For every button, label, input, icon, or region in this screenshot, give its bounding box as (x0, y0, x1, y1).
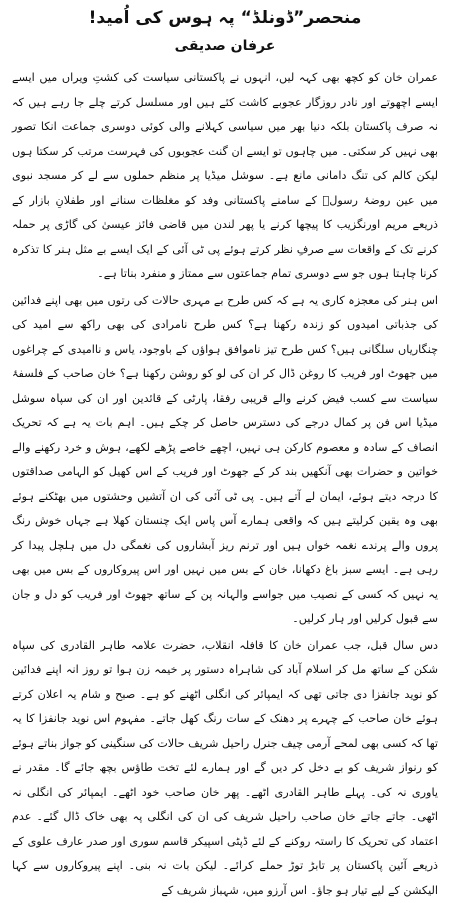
paragraph: عمران خان کو کچھ بھی کہہ لیں، انہوں نے پاکستانی سیاست کی کشتِ ویراں میں ایسے ایسے اچھوتے اور نادر روزگار عجوبے کاشت کئے ہیں اور مسلسل کرتے چلے جا رہے ہیں کہ نہ صرف پاکستان بلکہ دنیا بھر میں سیاسی کہلانے والی کوئی دوسری جماعت انکا تصور بھی نہیں کر سکتی۔ میں چاہوں تو ایسے ان گنت عجوبوں کی فہرست مرتب کر سکتا ہوں لیکن کالم کی تنگ دامانی مانع ہے۔ سوشل میڈیا پر منظم حملوں سے لے کر مسجد نبوی میں عین روضۂ رسولؐ کے سامنے پاکستانی وفد کو مغلظات سنانے اور طفلانِ بازار کے ذریعے مریم اورنگزیب کا پیچھا کرنے یا پھر لندن میں قاضی فائز عیسیٰ کی گاڑی پر حملہ کرنے تک کے واقعات سے صرفِ نظر کرتے ہوئے پی ٹی آئی کے ایک ایسے بے مثل ہنر کا تذکرہ کرنا چاہتا ہوں جو سے دوسری تمام جماعتوں سے ممتاز و منفرد بناتا ہے۔ (12, 66, 438, 287)
article-body (12, 66, 438, 903)
paragraph: دس سال قبل، جب عمران خان کا قافلہ انقلاب، حضرت علامہ طاہر القادری کی سپاہ شکن کے ساتھ مل کر اسلام آباد کی شاہراہ دستور پر خیمہ زن ہوا تو روز انہ اپنے فدائین کو نوید جانفزا دی جاتی تھی کہ ایمپائر کی انگلی اٹھنے کو ہے۔ صبح و شام یہ اعلان کرتے ہوئے خان صاحب کے چہرے پر دھنک کے سات رنگ کھل جاتے۔ مفہوم اس نوید جانفزا کا یہ تھا کہ کسی بھی لمحے آرمی چیف جنرل راحیل شریف حالات کی سنگینی کو جواز بناتے ہوئے کو رنواز شریف کو بے دخل کر دیں گے اور ہمارے لئے تخت طاؤس بچھ جائے گا۔ مقدر نے یاوری نہ کی۔ پہلے طاہر القادری اٹھے۔ پھر خان صاحب خود اٹھے۔ ایمپائر کی انگلی نہ اٹھی۔ جاتے جاتے خان صاحب راحیل شریف کی ان کی انگلی پہ بھی خاک ڈال گئے۔ عدم اعتماد کی تحریک کا راستہ روکنے کے لئے ڈپٹی اسپیکر قاسم سوری اور صدر عارف علوی کے ذریعے آئین پاکستان پر تابڑ توڑ حملے کرائے۔ لیکن بات نہ بنی۔ اپنے پیروکاروں سے کہا الیکشن کے لیے تیار ہو جاؤ۔ اس آرزو میں، شہباز شریف کے (12, 634, 438, 903)
headline: منحصر”ڈونلڈ“ پہ ہوس کی اُمید! (12, 4, 438, 32)
author-byline: عرفان صدیقی (12, 34, 438, 58)
paragraph: اس ہنر کی معجزہ کاری یہ ہے کہ کس طرح بے مہری حالات کی رتوں میں بھی اپنے فدائین کی جذباتی امیدوں کو زندہ رکھنا ہے؟ کس طرح نامرادی کی بھی راکھ سے امید کی چنگاریاں سلگانی ہیں؟ کس طرح تیز ناموافق ہواؤں کے باوجود، یاس و ناامیدی کے چراغوں میں جھوٹ اور فریب کا روغن ڈال کر ان کی لو کو روشن رکھنا ہے؟ خان صاحب کے فلسفۂ سیاست سے کسب فیض کرنے والے قریبی رفقا، پارٹی کے قائدین اور ان کی سپاہ سوشل میڈیا اس فن پر کمال درجے کی دسترس حاصل کر چکے ہیں۔ اہم بات یہ ہے کہ تحریک انصاف کے سادہ و معصوم کارکن ہی نہیں، اچھے خاصے پڑھے لکھے، ہوش و خرد رکھنے والے خواتین و حضرات بھی آنکھیں بند کر کے جھوٹ اور فریب کے اس کھیل کو الہامی صداقتوں کا درجہ دیتے ہوئے، ایمان لے آتے ہیں۔ پی ٹی آئی کی ان آتشیں وحشتوں میں بھٹکنے ہوئے بھی وہ یقین کرلیتے ہیں کہ واقعی ہمارے آس پاس ایک چنستان کھلا ہے جہاں خوش رنگ پروں والے پرندے نغمہ خواں ہیں اور ترنم ریز آبشاروں کی نغمگی دل میں ہلچل پیدا کر رہی ہے۔ ایسے سبز باغ دکھانا، خان کے بس میں نہیں اور اس پیروکاروں کے بس میں بھی یہ نہیں کہ کسی کے نصیب میں جواسے والہانہ پن کے ساتھ جھوٹ اور فریب کو دل و جان سے قبول کرلیں اور ہار کرلیں۔ (12, 289, 438, 632)
